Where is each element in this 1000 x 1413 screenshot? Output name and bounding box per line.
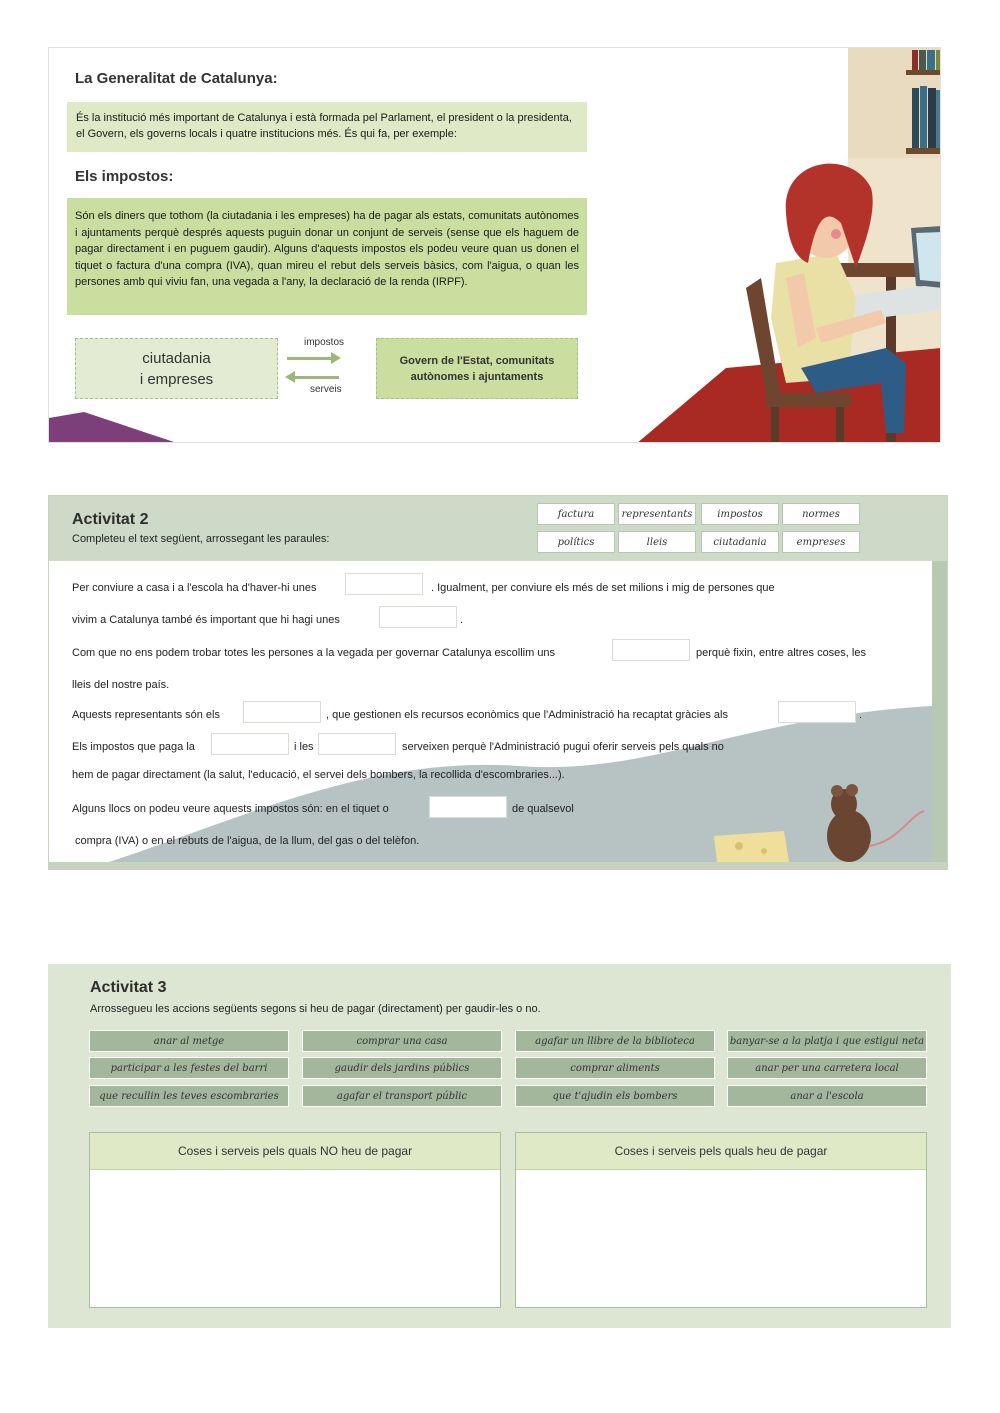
- taxes-title: Els impostos:: [75, 168, 174, 185]
- text-line-3a: Com que no ens podem trobar totes les persones a la vegada per governar Catalunya escollim uns: [72, 647, 556, 659]
- text-line-5c: .: [859, 709, 863, 721]
- word-chip-factura[interactable]: factura: [537, 503, 615, 525]
- arrow-left-head: [285, 371, 295, 383]
- purple-corner-decoration: [49, 412, 174, 442]
- activity-3-title: Activitat 3: [90, 979, 167, 996]
- action-chip[interactable]: participar a les festes del barri: [89, 1057, 289, 1079]
- taxes-description: Són els diners que tothom (la ciutadania i les empreses) ha de pagar als estats, comunitats autònomes i ajuntaments perquè després aquests puguin donar un conjunt de serveis (sense que els haguem de pagar directament i en puguem gaudir). Alguns d'aquests impostos els podeu veure quan us donen el tiquet o factura d'una compra (IVA), quan mireu el rebut dels serveis bàsics, com l'aigua, o quan les persones amb qui viviu fan, una vegada a l'any, la declaració de la renda (IRPF).: [67, 198, 587, 315]
- arrow-left: [295, 376, 339, 379]
- activity-2-instruction: Completeu el text següent, arrossegant les paraules:: [72, 533, 330, 545]
- word-chip-lleis[interactable]: lleis: [618, 531, 696, 553]
- action-chip[interactable]: gaudir dels jardins públics: [302, 1057, 502, 1079]
- blank-1[interactable]: [345, 573, 423, 595]
- generalitat-title: La Generalitat de Catalunya:: [75, 70, 278, 87]
- arrow-right: [287, 357, 331, 360]
- activity-2-title: Activitat 2: [72, 511, 149, 528]
- free-services-dropzone[interactable]: [89, 1132, 501, 1308]
- action-chip[interactable]: que t'ajudin els bombers: [515, 1085, 715, 1107]
- text-line-6c: serveixen perquè l'Administració pugui oferir serveis pels quals no: [402, 741, 724, 753]
- intro-panel: [48, 47, 941, 443]
- text-line-8a: Alguns llocs on podeu veure aquests impostos són: en el tiquet o: [72, 803, 389, 815]
- activity-3-instruction: Arrossegueu les accions següents segons si heu de pagar (directament) per gaudir-les o no.: [90, 1003, 541, 1015]
- text-line-5b: , que gestionen els recursos econòmics que l'Administració ha recaptat gràcies als: [326, 709, 728, 721]
- blank-8[interactable]: [429, 796, 507, 818]
- action-chip[interactable]: anar per una carretera local: [727, 1057, 927, 1079]
- girl-at-computer-illustration: [586, 48, 941, 443]
- bottom-strip: [49, 862, 948, 870]
- action-chip[interactable]: agafar el transport públic: [302, 1085, 502, 1107]
- blank-3[interactable]: [612, 639, 690, 661]
- text-line-7: hem de pagar directament (la salut, l'educació, el servei dels bombers, la recollida d'escombraries...).: [72, 769, 565, 781]
- text-line-8b: de qualsevol: [512, 803, 574, 815]
- activity-2-panel: [48, 495, 948, 870]
- citizens-line2: i empreses: [139, 370, 214, 388]
- arrow-services-label: serveis: [310, 384, 342, 395]
- action-chip[interactable]: comprar una casa: [302, 1030, 502, 1052]
- citizens-line1: ciutadania: [142, 349, 211, 367]
- blank-5[interactable]: [778, 701, 856, 723]
- word-chip-ciutadania[interactable]: ciutadania: [701, 531, 779, 553]
- text-line-3b: perquè fixin, entre altres coses, les: [696, 647, 866, 659]
- blank-4[interactable]: [243, 701, 321, 723]
- word-chip-representants[interactable]: representants: [618, 503, 696, 525]
- arrow-right-head: [331, 352, 341, 364]
- text-line-5a: Aquests representants són els: [72, 709, 220, 721]
- activity-3-panel: [48, 964, 951, 1328]
- arrow-taxes-label: impostos: [304, 337, 345, 348]
- text-line-2a: vivim a Catalunya també és important que hi hagi unes: [72, 614, 340, 626]
- text-line-9: compra (IVA) o en el rebuts de l'aigua, de la llum, del gas o del telèfon.: [75, 835, 420, 847]
- blank-7[interactable]: [318, 733, 396, 755]
- paid-services-header: Coses i serveis pels quals heu de pagar: [516, 1133, 926, 1170]
- text-line-6a: Els impostos que paga la: [72, 741, 195, 753]
- government-box: Govern de l'Estat, comunitats autònomes i ajuntaments: [376, 338, 578, 399]
- citizens-box: [75, 338, 278, 399]
- right-side-bar: [932, 561, 948, 870]
- action-chip[interactable]: agafar un llibre de la biblioteca: [515, 1030, 715, 1052]
- text-line-2b: .: [460, 614, 464, 626]
- action-chip[interactable]: anar al metge: [89, 1030, 289, 1052]
- action-chip[interactable]: anar a l'escola: [727, 1085, 927, 1107]
- blank-6[interactable]: [211, 733, 289, 755]
- word-chip-empreses[interactable]: empreses: [782, 531, 860, 553]
- action-chip[interactable]: que recullin les teves escombraries: [89, 1085, 289, 1107]
- word-chip-impostos[interactable]: impostos: [701, 503, 779, 525]
- text-line-4: lleis del nostre país.: [72, 679, 170, 691]
- free-services-header: Coses i serveis pels quals NO heu de pagar: [90, 1133, 500, 1170]
- word-chip-politics[interactable]: polítics: [537, 531, 615, 553]
- generalitat-description: És la institució més important de Catalunya i està formada pel Parlament, el president o la presidenta, el Govern, els governs locals i quatre institucions més. És qui fa, per exemple:: [67, 102, 587, 152]
- action-chip[interactable]: banyar-se a la platja i que estigui neta: [727, 1030, 927, 1052]
- text-line-6b: i les: [294, 741, 314, 753]
- word-chip-normes[interactable]: normes: [782, 503, 860, 525]
- text-line-1b: . Igualment, per conviure els més de set milions i mig de persones que: [431, 582, 775, 594]
- blank-2[interactable]: [379, 606, 457, 628]
- paid-services-dropzone[interactable]: [515, 1132, 927, 1308]
- action-chip[interactable]: comprar aliments: [515, 1057, 715, 1079]
- text-line-1a: Per conviure a casa i a l'escola ha d'haver-hi unes: [72, 582, 317, 594]
